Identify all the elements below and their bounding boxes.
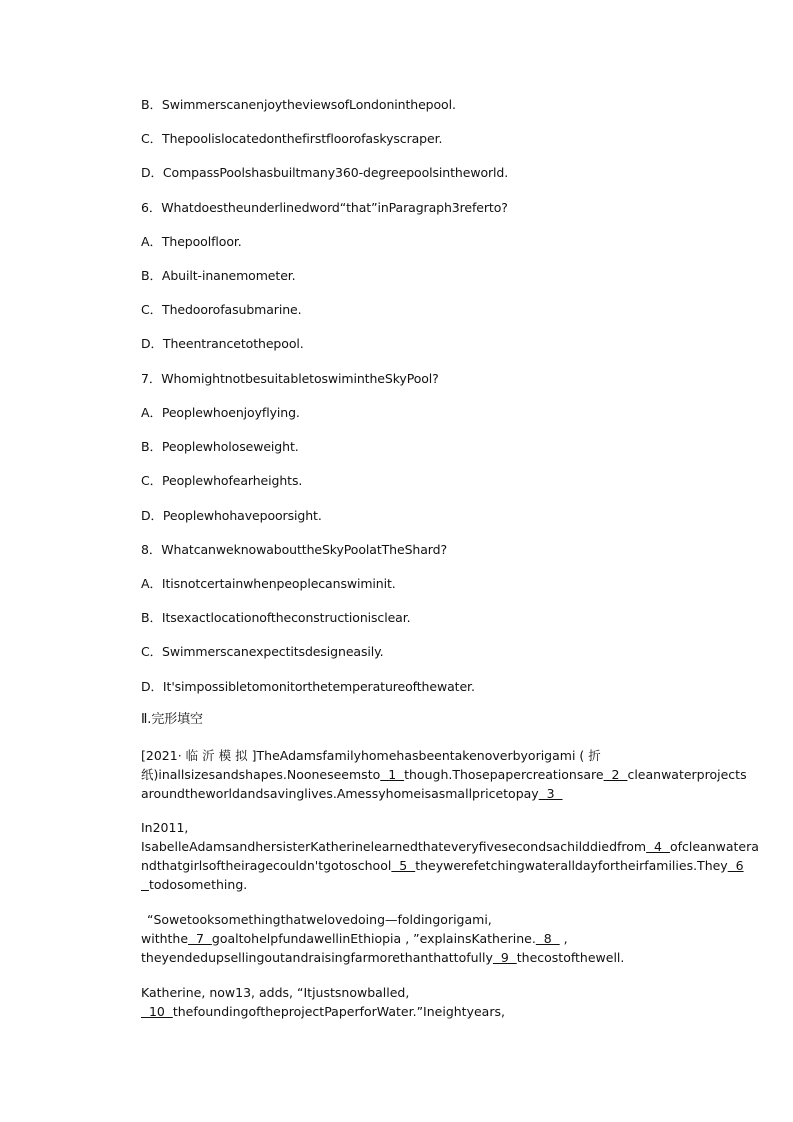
paragraph-line: “Sowetooksomethingthatwelovedoing—foldingorigami,: [147, 912, 492, 927]
paragraph-line: [141, 837, 759, 856]
cloze-paragraph-1: [141, 746, 747, 803]
q5-option-b: B．SwimmerscanenjoytheviewsofLondoninthepool.: [141, 97, 456, 112]
q6-option-a: A．Thepoolfloor.: [141, 234, 242, 249]
text: 拟: [235, 748, 248, 763]
blank-6: 6: [727, 858, 744, 873]
paragraph-line: In2011,: [141, 820, 189, 835]
text: 沂: [202, 748, 215, 763]
paragraph-line: [141, 746, 681, 765]
section-heading-cloze: Ⅱ.完形填空: [141, 712, 203, 727]
text: cleanwaterprojects: [627, 767, 747, 782]
text: thecostofthewell.: [516, 950, 625, 965]
text: IsabelleAdamsandhersisterKatherinelearnedthateveryfivesecondsachilddiedfrom: [141, 839, 647, 854]
text: now13,: [209, 985, 256, 1000]
cloze-paragraph-4: [141, 983, 681, 1021]
blank-3: 3: [538, 786, 563, 801]
text: aroundtheworldandsavinglives.Amessyhomeisasmallpricetopay: [141, 786, 539, 801]
text: 纸)inallsizesandshapes.Nooneseemsto: [141, 767, 381, 782]
paragraph-line: [141, 948, 681, 967]
blank-4: 4: [646, 839, 670, 854]
blank-1: 1: [380, 767, 405, 782]
text: todosomething.: [148, 877, 248, 892]
q8-option-c: C．Swimmerscanexpectitsdesigneasily.: [141, 644, 384, 659]
q8-option-a: A．Itisnotcertainwhenpeoplecanswiminit.: [141, 576, 396, 591]
text: ]TheAdamsfamilyhomehasbeentakenoverbyorigami: [251, 748, 576, 763]
text: theyendedupsellingoutandraisingfarmorethanthattofully: [141, 950, 493, 965]
text: (: [579, 748, 585, 763]
text: 模: [218, 748, 232, 763]
text: 临: [185, 748, 199, 763]
blank-10: 10: [141, 1004, 173, 1019]
q6-option-d: D．Theentrancetothepool.: [141, 336, 304, 351]
paragraph-line: [141, 856, 744, 875]
q6-option-c: C．Thedoorofasubmarine.: [141, 302, 302, 317]
q5-option-c: C．Thepoolislocatedonthefirstfloorofaskyscraper.: [141, 131, 443, 146]
text: ,: [563, 931, 568, 946]
text: Katherine,: [141, 985, 206, 1000]
blank-8: 8: [535, 931, 560, 946]
blank-2: 2: [603, 767, 628, 782]
paragraph-line: [141, 765, 747, 784]
text: theywerefetchingwateralldayfortheirfamilies.They: [415, 858, 728, 873]
q7-option-b: B．Peoplewholoseweight.: [141, 439, 299, 454]
text: ndthatgirlsoftheiragecouldn'tgotoschool: [141, 858, 392, 873]
blank-5: 5: [391, 858, 416, 873]
paragraph-line: [141, 784, 681, 803]
q7-option-d: D．Peoplewhohavepoorsight.: [141, 508, 322, 523]
q7-option-a: A．Peoplewhoenjoyflying.: [141, 405, 300, 420]
blank-6-tail: [141, 877, 149, 892]
blank-7: 7: [188, 931, 212, 946]
q8-option-d: D．It'simpossibletomonitorthetemperatureofthewater.: [141, 679, 475, 694]
question-8: 8．WhatcanweknowabouttheSkyPoolatTheShard?: [141, 542, 447, 557]
text: adds,: [259, 985, 294, 1000]
text: goaltohelpfundawellinEthiopia: [211, 931, 402, 946]
paragraph-line: [141, 929, 681, 948]
text: “Itjustsnowballed,: [297, 985, 410, 1000]
text: ,: [405, 931, 410, 946]
question-7: 7．WhomightnotbesuitabletoswimintheSkyPool?: [141, 371, 439, 386]
blank-9: 9: [492, 950, 517, 965]
paragraph-line: [141, 983, 681, 1002]
text: ofcleanwatera: [669, 839, 759, 854]
text: ”explainsKatherine.: [413, 931, 536, 946]
q5-option-d: D．CompassPoolshasbuiltmany360-degreepoolsintheworld.: [141, 165, 509, 180]
paragraph-line: [141, 875, 681, 894]
text: 折: [588, 748, 601, 763]
q6-option-b: B．Abuilt-inanemometer.: [141, 268, 296, 283]
text: though.Thosepapercreationsare: [404, 767, 604, 782]
q7-option-c: C．Peoplewhofearheights.: [141, 473, 303, 488]
text: thefoundingoftheprojectPaperforWater.”Ineightyears,: [172, 1004, 505, 1019]
text: [2021·: [141, 748, 182, 763]
text: withthe: [141, 931, 189, 946]
paragraph-line: [141, 1002, 681, 1021]
cloze-paragraph-2: [141, 818, 759, 894]
question-6: 6．Whatdoestheunderlinedword“that”inParagraph3referto?: [141, 200, 508, 215]
cloze-paragraph-3: [141, 910, 681, 967]
q8-option-b: B．Itsexactlocationoftheconstructionisclear.: [141, 610, 411, 625]
